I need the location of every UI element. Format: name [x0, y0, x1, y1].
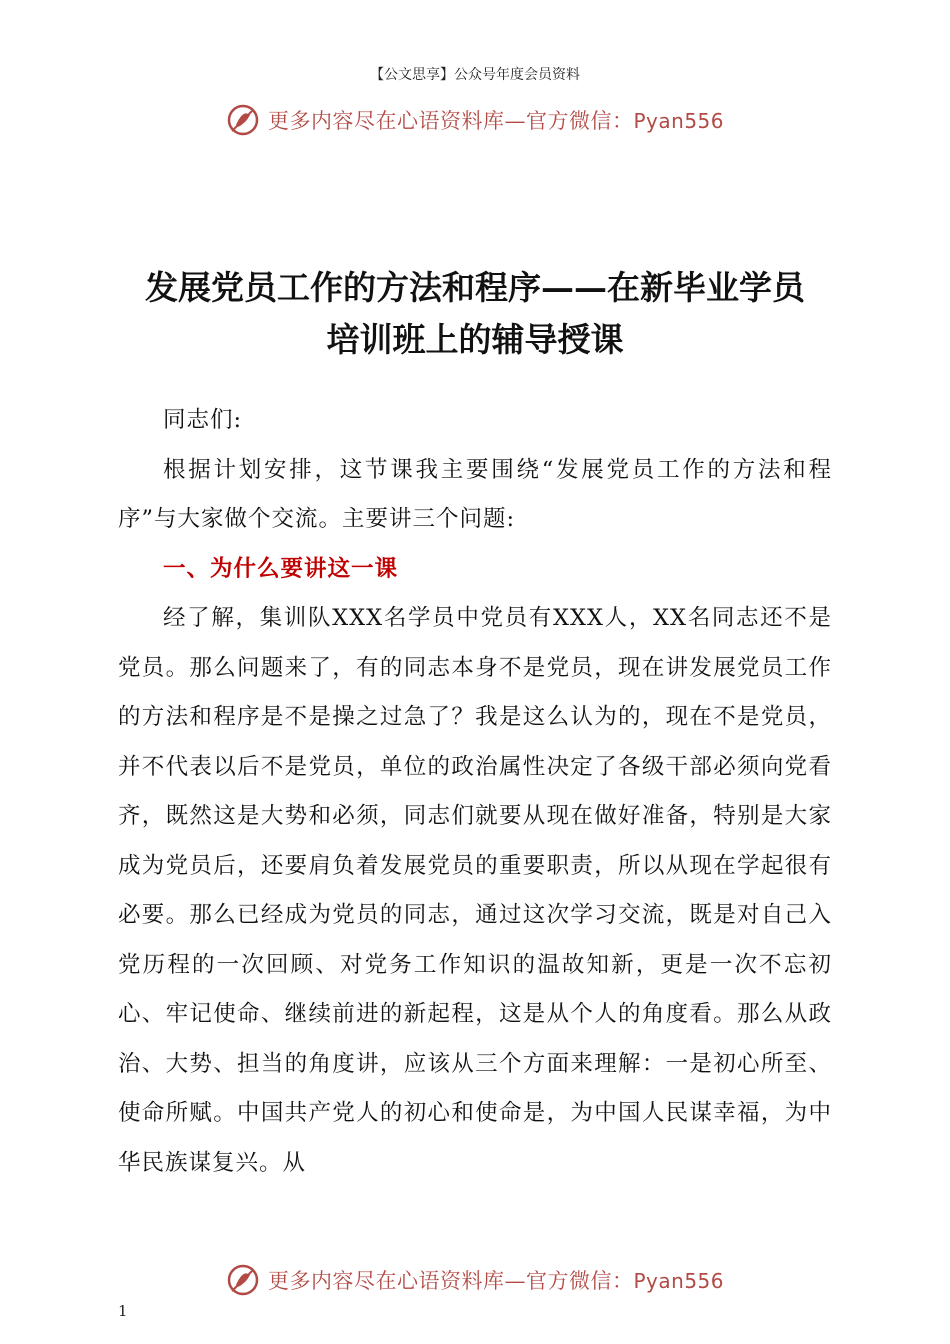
body-paragraph-1: 经了解，集训队XXX名学员中党员有XXX人，XX名同志还不是党员。那么问题来了，有的同志本身不是党员，现在讲发展党员工作的方法和程序是不是操之过急了？我是这么认为的，现在不是党员，并不代表以后不是党员，单位的政治属性决定了各级干部必须向党看齐，既然这是大势和必须，同志们就要从现在做好准备，特别是大家成为党员后，还要肩负着发展党员的重要职责，所以从现在学起很有必要。那么已经成为党员的同志，通过这次学习交流，既是对自己入党历程的一次回顾、对党务工作知识的温故知新，更是一次不忘初心、牢记使命、继续前进的新起程，这是从个人的角度看。那么从政治、大势、担当的角度讲，应该从三个方面来理解：一是初心所至、使命所赋。中国共产党人的初心和使命是，为中国人民谋幸福，为中华民族谋复兴。从 — [118, 605, 832, 1176]
brand-logo-icon — [226, 1263, 260, 1297]
bottom-banner — [0, 1258, 950, 1302]
banner-wechat-id: Pyan556 — [633, 1269, 724, 1293]
banner-text-cn: 更多内容尽在心语资料库—官方微信： — [267, 1269, 634, 1293]
banner-text — [268, 105, 724, 135]
title-line-2: 培训班上的辅导授课 — [326, 320, 624, 359]
banner-text — [268, 1265, 724, 1295]
top-banner — [0, 98, 950, 142]
document-title — [80, 262, 870, 366]
page-number: 1 — [118, 1302, 128, 1320]
brand-logo-icon — [226, 103, 260, 137]
salutation: 同志们: — [163, 407, 243, 433]
intro-paragraph: 根据计划安排，这节课我主要围绕“发展党员工作的方法和程序”与大家做个交流。主要讲三个问题: — [118, 456, 832, 532]
banner-wechat-id: Pyan556 — [633, 109, 724, 133]
banner-text-cn: 更多内容尽在心语资料库—官方微信： — [267, 109, 634, 133]
section-heading-1: 一、为什么要讲这一课 — [163, 555, 399, 582]
document-body — [118, 396, 832, 1188]
header-note: 【公文思享】公众号年度会员资料 — [370, 67, 580, 83]
title-line-1: 发展党员工作的方法和程序——在新毕业学员 — [145, 268, 805, 307]
